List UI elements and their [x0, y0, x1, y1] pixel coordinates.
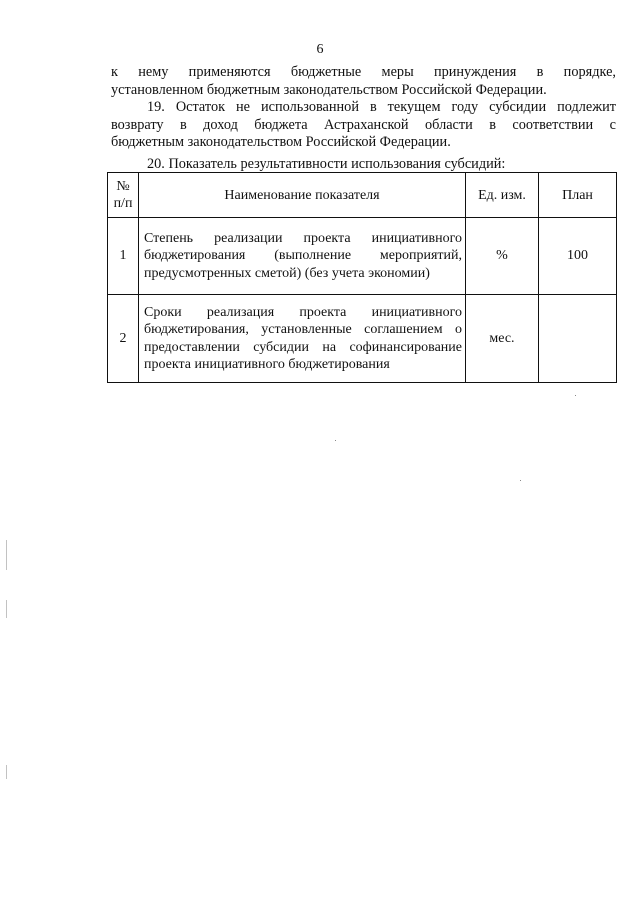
- paragraph-19: [111, 99, 616, 152]
- indicator-name: Сроки реализация проекта инициативного бюджетирования, установленные соглашением о предоставлении субсидии на софинансирование проекта инициативного бюджетирования: [139, 295, 466, 383]
- plan-value: 100: [539, 218, 617, 295]
- scan-artifact: [575, 395, 576, 396]
- text-line: 19. Остаток не использованной в текущем году субсидии подлежит: [147, 99, 616, 115]
- row-number: 1: [108, 218, 139, 295]
- text-line: к нему применяются бюджетные меры принуждения в порядке,: [111, 64, 616, 80]
- header-unit: Ед. изм.: [466, 173, 539, 218]
- header-number: [108, 173, 139, 218]
- scan-artifact: [6, 540, 7, 570]
- indicator-name: Степень реализации проекта инициативного бюджетирования (выполнение мероприятий, предусмотренных сметой) (без учета экономии): [139, 218, 466, 295]
- text-line: установленном бюджетным законодательством Российской Федерации.: [111, 81, 547, 98]
- indicators-table: [107, 172, 617, 383]
- header-number-symbol: №: [116, 179, 130, 194]
- header-number-abbr: п/п: [113, 196, 133, 211]
- scan-artifact: [6, 765, 7, 779]
- paragraph-18-continuation: [111, 64, 616, 99]
- unit-value: %: [466, 218, 539, 295]
- plan-value: [539, 295, 617, 383]
- table-row: [108, 218, 617, 295]
- page-number: 6: [316, 42, 324, 57]
- text-line: возврату в доход бюджета Астраханской области в соответствии с: [111, 116, 616, 133]
- unit-value: мес.: [466, 295, 539, 383]
- scan-artifact: [520, 480, 521, 481]
- text-line: бюджетным законодательством Российской Федерации.: [111, 134, 451, 150]
- paragraph-20: 20. Показатель результативности использования субсидий:: [147, 156, 506, 172]
- table-row: [108, 295, 617, 383]
- header-indicator-name: Наименование показателя: [139, 173, 466, 218]
- row-number: 2: [108, 295, 139, 383]
- body-text: [111, 64, 616, 152]
- scan-artifact: [6, 600, 7, 618]
- header-plan: План: [539, 173, 617, 218]
- scan-artifact: [335, 440, 336, 441]
- table-header-row: [108, 173, 617, 218]
